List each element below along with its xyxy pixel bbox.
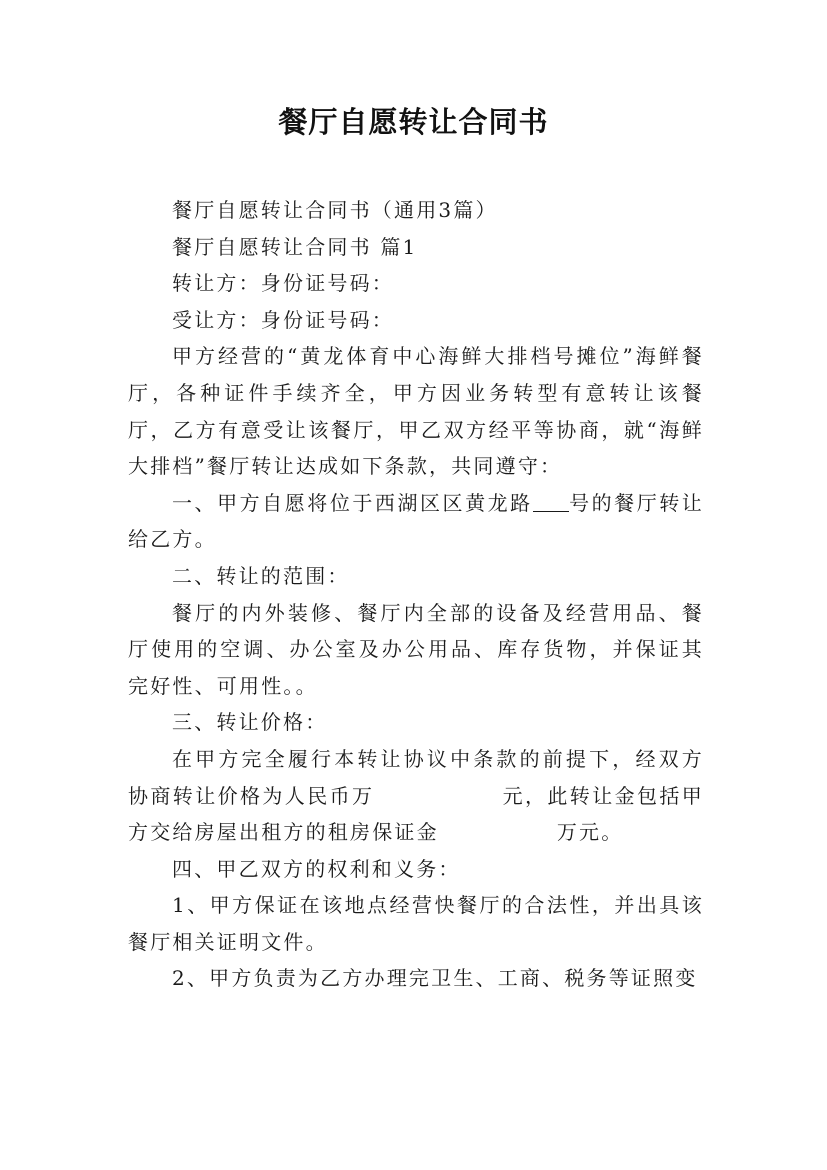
clause-1-text-end: 号的餐厅转让给乙方。 [128, 490, 705, 552]
paragraph-clause-3-heading: 三、转让价格： [172, 710, 328, 735]
paragraph-clause-1 [128, 485, 704, 558]
price-text-start: 在甲方完全履行本转让协议中条款的前提下，经双方协商转让价格为人民币万 [128, 746, 704, 808]
paragraph-clause-4-item-2: 2、甲方负责为乙方办理完卫生、工商、税务等证照变 [172, 966, 698, 991]
clause-1-text-start: 一、甲方自愿将位于西湖区区黄龙路 [172, 490, 533, 515]
paragraph-transferor: 转让方：身份证号码： [172, 271, 394, 296]
price-text-end: 万元。 [556, 820, 624, 845]
document-body [128, 192, 704, 997]
paragraph-clause-4-heading: 四、甲乙双方的权利和义务： [172, 856, 461, 881]
paragraph-clause-2-content: 餐厅的内外装修、餐厅内全部的设备及经营用品、餐厅使用的空调、办公室及办公用品、库存货物，并保证其完好性、可用性。。 [128, 600, 704, 698]
document-title: 餐厅自愿转让合同书 [278, 105, 549, 139]
paragraph-heading-part1: 餐厅自愿转让合同书 篇1 [172, 234, 418, 259]
paragraph-heading-collection: 餐厅自愿转让合同书（通用3篇） [172, 198, 498, 222]
paragraph-preamble: 甲方经营的“黄龙体育中心海鲜大排档号摊位”海鲜餐厅，各种证件手续齐全，甲方因业务转型有意转让该餐厅，乙方有意受让该餐厅，甲乙双方经平等协商，就“海鲜大排档”餐厅转让达成如下条款，共同遵守： [128, 344, 704, 479]
paragraph-clause-4-item-1: 1、甲方保证在该地点经营快餐厅的合法性，并出具该餐厅相关证明文件。 [128, 893, 704, 954]
paragraph-clause-3-content [128, 741, 704, 851]
address-number-blank [533, 491, 569, 512]
price-text-middle: 元，此转让金包括甲方交给房屋出租方的租房保证金 [128, 783, 704, 845]
paragraph-clause-2-heading: 二、转让的范围： [172, 563, 350, 588]
paragraph-transferee: 受让方：身份证号码： [172, 307, 394, 332]
